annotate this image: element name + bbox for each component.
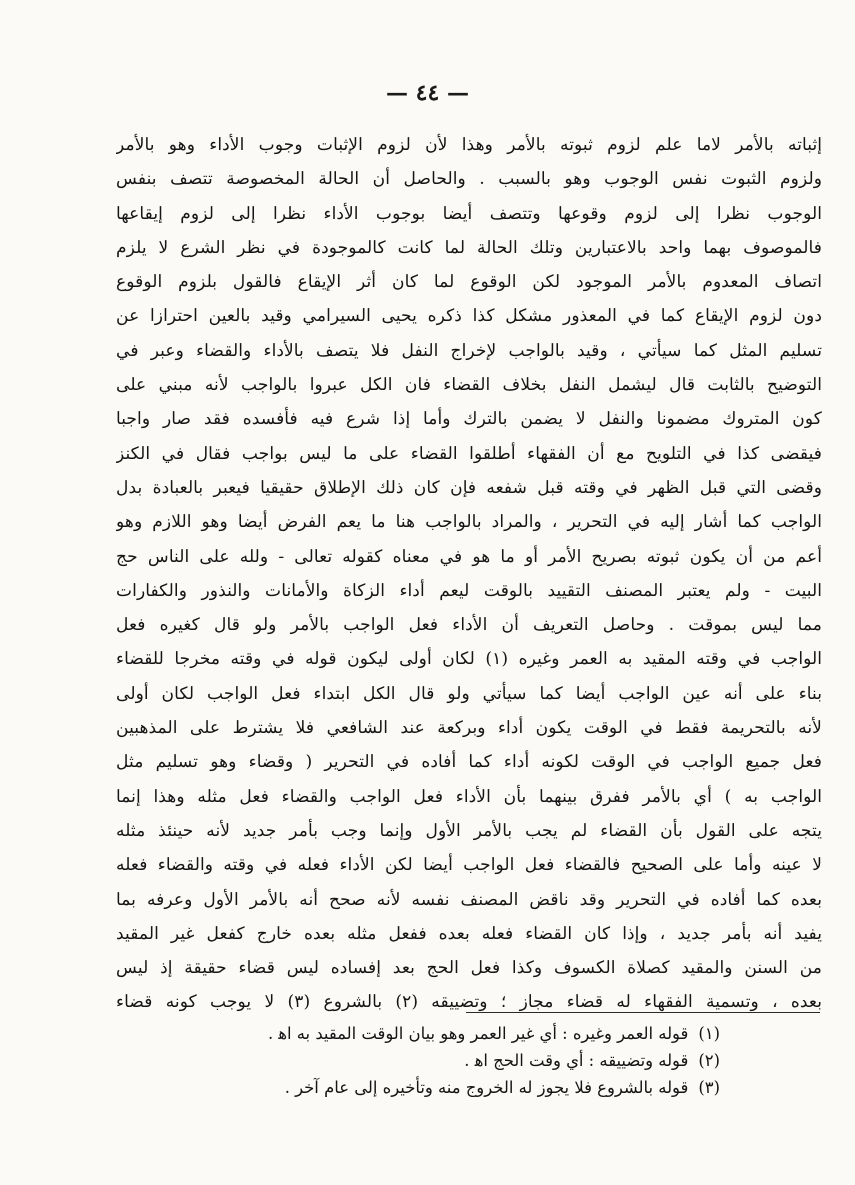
text-line: الواجب كما أشار إليه في التحرير ، والمراد بالواجب هنا ما يعم الفرض أيضا وهو اللازم وهو bbox=[116, 512, 822, 533]
text-line: فعل جميع الواجب في الوقت لكونه أداء كما أفاده في التحرير ( وقضاء وهو تسليم مثل bbox=[116, 752, 822, 773]
page-number: — ٤٤ — bbox=[386, 80, 469, 106]
text-line: يفيد أنه بأمر جديد ، وإذا كان القضاء فعله بعده ففعل مثله بعده خارج كفعل غير المقيد bbox=[116, 923, 822, 944]
footnote-number: (٣) bbox=[698, 1078, 720, 1097]
text-line: بناء على أنه عين الواجب أيضا كما سيأتي ولو قال الكل ابتداء فعل الواجب لكان أولى bbox=[116, 683, 822, 704]
text-line: وقضى التي قبل الظهر في وقته قبل شفعه فإن كان ذلك الإطلاق حقيقيا فيعبر بالعبادة بدل bbox=[116, 477, 822, 498]
text-line: بعده ، وتسمية الفقهاء له قضاء مجاز ؛ وتضييقه (٢) بالشروع (٣) لا يوجب كونه قضاء bbox=[116, 992, 822, 1013]
text-line: لأنه بالتحريمة فقط في الوقت يكون أداء وبركعة عند الشافعي فلا يشترط على المذهبين bbox=[116, 718, 822, 739]
text-line: كون المتروك مضمونا والنفل لا يضمن بالترك وأما إذا شرع فيه فأفسده فقد صار واجبا bbox=[116, 409, 822, 430]
footnote-text: قوله وتضييقه : أي وقت الحج اﻫ . bbox=[464, 1051, 689, 1070]
text-line: اتصاف المعدوم بالأمر الموجود لكن الوقوع لما كان أثر الإيقاع فالقول بلزوم الوقوع bbox=[116, 272, 822, 293]
text-line: الواجب به ) أي بالأمر ففرق بينهما بأن الأداء فعل الواجب والقضاء فعل مثله وهذا إنما bbox=[116, 786, 822, 807]
text-line: مما ليس بموقت . وحاصل التعريف أن الأداء فعل الواجب بالأمر ولو قال كغيره فعل bbox=[116, 615, 822, 636]
text-line: التوضيح بالثابت قال ليشمل النفل بخلاف القضاء فان الكل عبروا بالواجب لأنه مبني على bbox=[116, 375, 822, 396]
text-line: إثباته بالأمر لاما علم لزوم ثبوته بالأمر وهذا لأن لزوم الإثبات وجوب الأداء وهو بالأمر bbox=[116, 135, 822, 155]
text-line: ولزوم الثبوت نفس الوجوب وهو بالسبب . والحاصل أن الحالة المخصوصة تتصف بنفس bbox=[116, 169, 822, 190]
text-line: دون لزوم الإيقاع كما في المعذور مشكل كذا ذكره يحيى السيرامي وقيد بالعين احترازا عن bbox=[116, 306, 822, 327]
text-line: بعده كما أفاده في التحرير وقد ناقض المصنف نفسه لأنه صحح أنه بالأمر الأول وعرفه بما bbox=[116, 889, 822, 910]
text-line: فيقضى كذا في التلويح مع أن الفقهاء أطلقوا القضاء على ما ليس بواجب فقال في الكنز bbox=[116, 443, 822, 464]
footnote-2 bbox=[150, 1047, 720, 1074]
footnote-text: قوله العمر وغيره : أي غير العمر وهو بيان الوقت المقيد به اﻫ . bbox=[267, 1024, 689, 1043]
footnotes bbox=[150, 1020, 720, 1101]
footnote-number: (٢) bbox=[698, 1051, 720, 1070]
text-line: فالموصوف بهما واحد بالاعتبارين وتلك الحالة لما كانت كالموجودة في نظر الشرع لا يلزم bbox=[116, 237, 822, 258]
footnote-1 bbox=[150, 1020, 720, 1047]
text-line: يتجه على القول بأن القضاء لم يجب بالأمر الأول وإنما وجب بأمر جديد لأنه حينئذ مثله bbox=[116, 820, 822, 841]
footnote-3 bbox=[150, 1074, 720, 1101]
footnote-number: (١) bbox=[698, 1024, 720, 1043]
text-line: لا عينه وأما على الصحيح فالقضاء فعل الواجب أيضا لكن الأداء فعله في وقته والقضاء فعله bbox=[116, 855, 822, 876]
text-line: البيت - ولم يعتبر المصنف التقييد بالوقت ليعم أداء الزكاة والأمانات والنذور والكفارات bbox=[116, 580, 822, 601]
text-line: من السنن والمقيد كصلاة الكسوف وكذا فعل الحج بعد إفساده ليس قضاء حقيقة إذ ليس bbox=[116, 958, 822, 979]
text-line: الوجوب نظرا إلى لزوم وقوعها وتتصف أيضا بوجوب الأداء نظرا إلى لزوم إيقاعها bbox=[116, 203, 822, 224]
main-text bbox=[116, 128, 822, 1020]
text-line: تسليم المثل كما سيأتي ، وقيد بالواجب لإخراج النفل فلا يتصف بالأداء والقضاء وعبر في bbox=[116, 340, 822, 361]
footnote-separator bbox=[466, 1012, 820, 1013]
footnote-text: قوله بالشروع فلا يجوز له الخروج منه وتأخيره إلى عام آخر . bbox=[284, 1078, 689, 1097]
text-line: الواجب في وقته المقيد به العمر وغيره (١) لكان أولى ليكون قوله في وقته مخرجا للقضاء bbox=[116, 649, 822, 670]
text-line: أعم من أن يكون ثبوته بصريح الأمر أو ما هو في معناه كقوله تعالى - ولله على الناس حج bbox=[116, 546, 822, 567]
